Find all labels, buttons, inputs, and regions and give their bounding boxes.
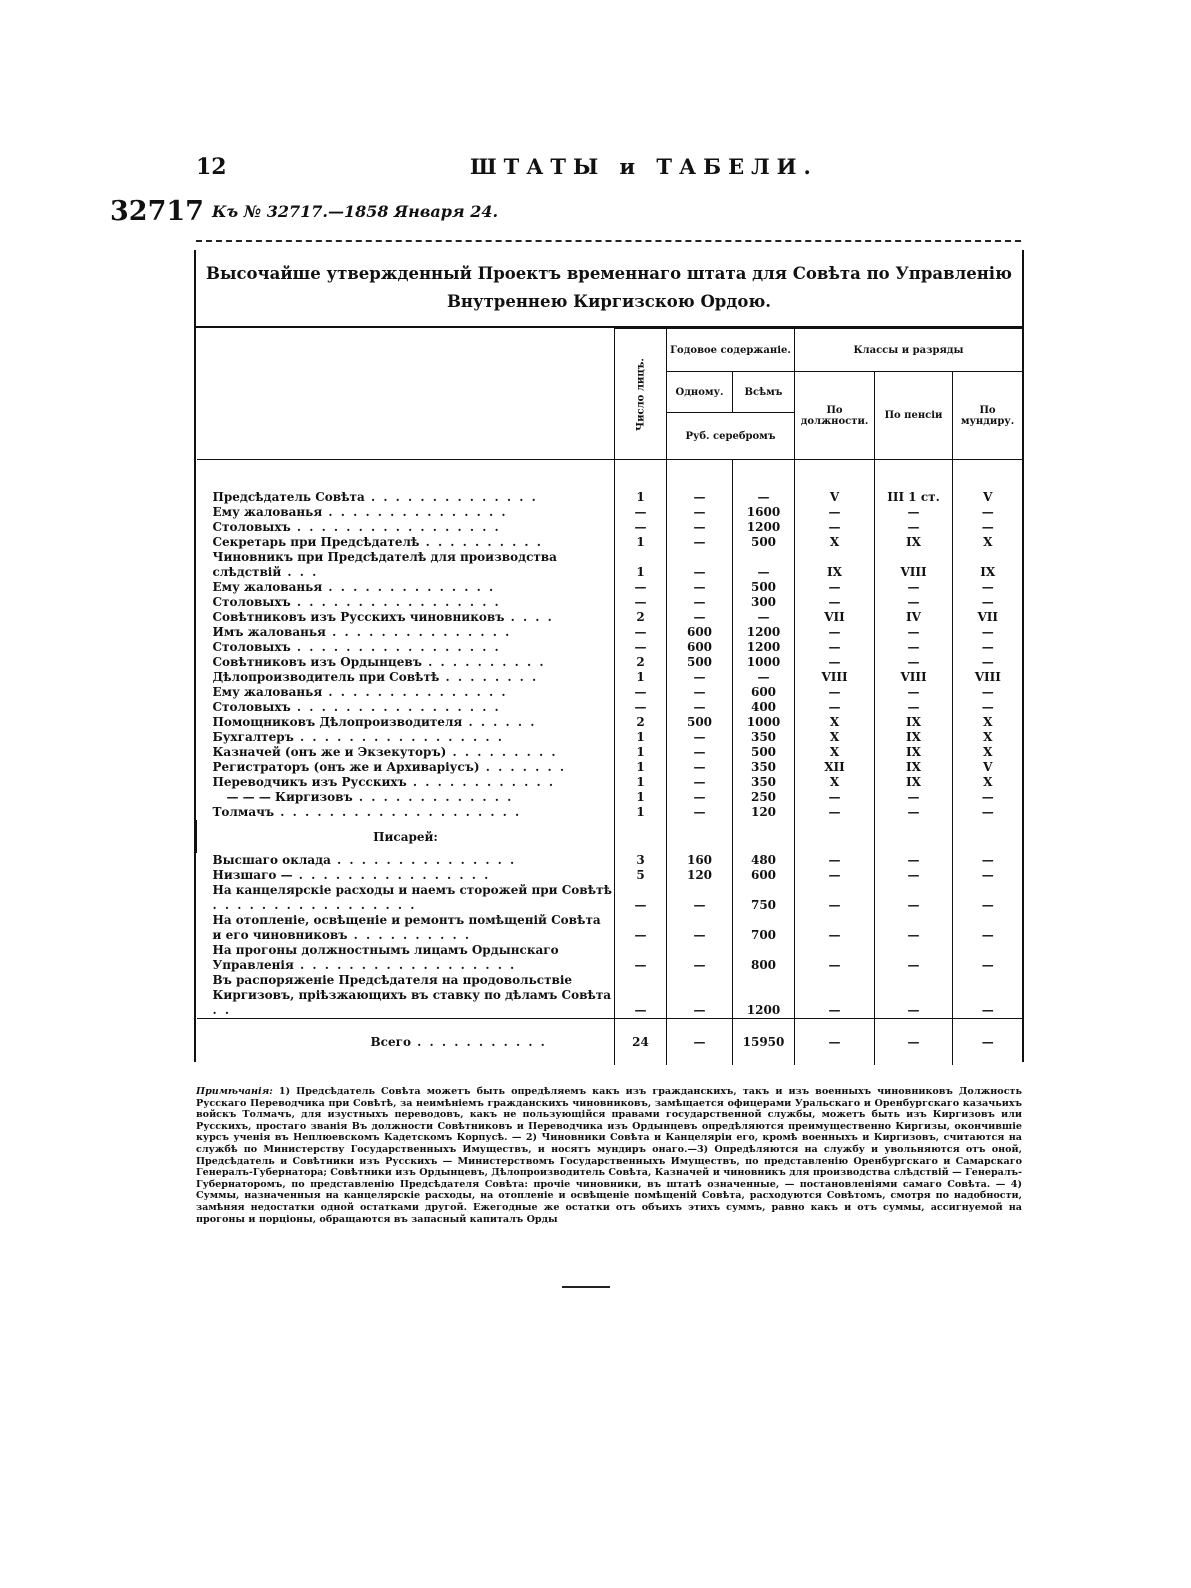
cell-all: 700	[733, 913, 795, 943]
table-row: Совѣтниковъ изъ Ордынцевъ . . . . . . . . . . 2 500 1000 — — —	[197, 655, 1023, 670]
cell-uniform: —	[953, 973, 1023, 1019]
cell-all: —	[733, 550, 795, 580]
dashed-separator	[196, 240, 1021, 242]
cell-pension: IX	[875, 745, 953, 760]
cell-position: —	[795, 883, 875, 913]
cell-pension: —	[875, 790, 953, 805]
cell-pension: IX	[875, 760, 953, 775]
cell-pension: —	[875, 625, 953, 640]
cell-pension: IX	[875, 535, 953, 550]
cell-position: VIII	[795, 670, 875, 685]
cell-count: 1	[615, 550, 667, 580]
header-salary: Годовое содержаніе.	[667, 329, 795, 372]
cell-all: 750	[733, 883, 795, 913]
total-one: —	[667, 1019, 733, 1066]
cell-all: 500	[733, 535, 795, 550]
cell-one: —	[667, 580, 733, 595]
cell-all: 1200	[733, 640, 795, 655]
cell-position: —	[795, 625, 875, 640]
table-row: На прогоны должностнымъ лицамъ Ордынскаго Управленія . . . . . . . . . . . . . . . . . . — — 800 — — —	[197, 943, 1023, 973]
cell-uniform: X	[953, 535, 1023, 550]
cell-one: —	[667, 943, 733, 973]
header-blank	[197, 329, 615, 460]
table-row: На отопленіе, освѣщеніе и ремонтъ помѣщеній Совѣта и его чиновниковъ . . . . . . . . . . — — 700 — — —	[197, 913, 1023, 943]
cell-all: 300	[733, 595, 795, 610]
cell-position: V	[795, 490, 875, 505]
header-classes: Классы и разряды	[795, 329, 1023, 372]
row-name: Секретарь при Предсѣдателѣ	[212, 535, 420, 549]
table-row: Высшаго оклада . . . . . . . . . . . . . . . 3 160 480 — — —	[197, 853, 1023, 868]
total-row: Всего . . . . . . . . . . . 24 — 15950 — — —	[197, 1019, 1023, 1066]
row-name: Въ распоряженіе Предсѣдателя на продовольствіе Киргизовъ, пріѣзжающихъ въ ставку по дѣламъ Совѣта	[212, 973, 612, 1002]
cell-position: X	[795, 715, 875, 730]
row-name: Совѣтниковъ изъ Ордынцевъ	[212, 655, 422, 669]
cell-uniform: —	[953, 700, 1023, 715]
cell-one: 500	[667, 655, 733, 670]
cell-position: —	[795, 700, 875, 715]
row-name: Ему жалованья	[212, 505, 323, 519]
cell-all: 1200	[733, 625, 795, 640]
cell-one: 500	[667, 715, 733, 730]
cell-position: —	[795, 595, 875, 610]
cell-all: 250	[733, 790, 795, 805]
cell-pension: VIII	[875, 550, 953, 580]
notes	[196, 1086, 1022, 1225]
cell-count: 2	[615, 715, 667, 730]
end-rule	[562, 1286, 610, 1288]
cell-all: 120	[733, 805, 795, 820]
table-row: Толмачъ . . . . . . . . . . . . . . . . . . . . 1 — 120 — — —	[197, 805, 1023, 820]
row-name: Низшаго —	[212, 868, 293, 882]
table-row: Столовыхъ . . . . . . . . . . . . . . . . . — — 1200 — — —	[197, 520, 1023, 535]
table-row: Въ распоряженіе Предсѣдателя на продовольствіе Киргизовъ, пріѣзжающихъ въ ставку по дѣламъ Совѣта . . — — 1200 — — —	[197, 973, 1023, 1019]
cell-uniform: —	[953, 595, 1023, 610]
cell-count: 1	[615, 775, 667, 790]
cell-position: —	[795, 913, 875, 943]
row-name: Переводчикъ изъ Русскихъ	[212, 775, 407, 789]
cell-position: —	[795, 685, 875, 700]
header-by-uniform: По мундиру.	[953, 372, 1023, 460]
table-row: Столовыхъ . . . . . . . . . . . . . . . . . — 600 1200 — — —	[197, 640, 1023, 655]
cell-position: X	[795, 745, 875, 760]
cell-one: 600	[667, 640, 733, 655]
cell-position: X	[795, 775, 875, 790]
cell-all: 500	[733, 580, 795, 595]
cell-one: —	[667, 550, 733, 580]
cell-pension: —	[875, 868, 953, 883]
cell-one: —	[667, 490, 733, 505]
row-name: Ему жалованья	[212, 685, 323, 699]
cell-position: —	[795, 505, 875, 520]
table-row: Ему жалованья . . . . . . . . . . . . . . . — — 1600 — — —	[197, 505, 1023, 520]
cell-uniform: —	[953, 790, 1023, 805]
cell-uniform: VII	[953, 610, 1023, 625]
cell-uniform: —	[953, 913, 1023, 943]
cell-uniform: —	[953, 883, 1023, 913]
cell-count: 2	[615, 655, 667, 670]
notes-text: 1) Предсѣдатель Совѣта можетъ быть опредѣляемъ какъ изъ гражданскихъ, такъ и изъ военныхъ чиновниковъ Должность Русскаго Переводчика при Совѣтѣ, за неимѣніемъ гражданскихъ чиновниковъ, замѣщается офицерами Уральскаго и Оренбургскаго казачьихъ войскъ Толмачъ, для изустныхъ переводовъ, какъ не пользующійся правами государственной службы, можетъ быть изъ Киргизовъ или Русскихъ, простаго званія Въ должности Совѣтниковъ и Переводчика изъ Ордынцевъ опредѣляются преимущественно Киргизы, окончившіе курсъ ученія въ Неплюевскомъ Кадетскомъ Корпусѣ. — 2) Чиновники Совѣта и Канцеляріи его, кромѣ военныхъ и Киргизовъ, считаются на службѣ по Министерству Государственныхъ Имуществъ, и носятъ мундиръ онаго.—3) Опредѣляются на службу и увольняются отъ оной, Предсѣдатель и Совѣтники изъ Русскихъ — Министерствомъ Государственныхъ Имуществъ, по представленію Оренбургскаго и Самарскаго Генералъ-Губернатора; Совѣтники изъ Ордынцевъ, Дѣлопроизводитель Совѣта, Казначей и чиновникъ для производства слѣдствій — Генералъ-Губернаторомъ, по представленію Предсѣдателя Совѣта: прочіе чиновники, въ штатѣ означенные, — постановленіями самаго Совѣта. — 4) Суммы, назначенныя на канцелярскіе расходы, на отопленіе и освѣщеніе помѣщеній Совѣта, расходуются Совѣтомъ, смотря по надобности, замѣняя недостатки одной остатками другой. Ежегодные же остатки отъ объихъ этихъ суммъ, равно какъ и отъ суммы, ассигнуемой на прогоны и порціоны, обращаются въ запасный капиталъ Орды	[196, 1086, 1022, 1225]
table-row: Дѣлопроизводитель при Совѣтѣ . . . . . . . . 1 — — VIII VIII VIII	[197, 670, 1023, 685]
cell-all: 800	[733, 943, 795, 973]
cell-position: XII	[795, 760, 875, 775]
cell-position: —	[795, 868, 875, 883]
cell-position: —	[795, 580, 875, 595]
table-row: Совѣтниковъ изъ Русскихъ чиновниковъ . . . . 2 — — VII IV VII	[197, 610, 1023, 625]
table-row: Бухгалтеръ . . . . . . . . . . . . . . . . . 1 — 350 X IX X	[197, 730, 1023, 745]
cell-pension: —	[875, 973, 953, 1019]
header-count: Число лицъ.	[615, 329, 667, 460]
cell-uniform: —	[953, 625, 1023, 640]
cell-count: —	[615, 580, 667, 595]
cell-all: —	[733, 670, 795, 685]
row-name: Бухгалтеръ	[212, 730, 294, 744]
cell-one: —	[667, 805, 733, 820]
cell-count: —	[615, 625, 667, 640]
cell-count: —	[615, 595, 667, 610]
cell-pension: —	[875, 805, 953, 820]
row-name: Столовыхъ	[212, 700, 291, 714]
cell-count: —	[615, 943, 667, 973]
cell-pension: —	[875, 913, 953, 943]
cell-all: 350	[733, 730, 795, 745]
cell-pension: VIII	[875, 670, 953, 685]
cell-uniform: —	[953, 853, 1023, 868]
cell-uniform: X	[953, 715, 1023, 730]
cell-count: —	[615, 700, 667, 715]
cell-all: 1200	[733, 520, 795, 535]
header-by-position: По должности.	[795, 372, 875, 460]
cell-uniform: —	[953, 943, 1023, 973]
spacer-row	[197, 460, 1023, 491]
cell-one: —	[667, 775, 733, 790]
cell-one: 600	[667, 625, 733, 640]
table-row: Регистраторъ (онъ же и Архиваріусъ) . . . . . . . 1 — 350 XII IX V	[197, 760, 1023, 775]
cell-uniform: —	[953, 505, 1023, 520]
cell-uniform: —	[953, 868, 1023, 883]
cell-pension: IV	[875, 610, 953, 625]
table-row: Секретарь при Предсѣдателѣ . . . . . . . . . . 1 — 500 X IX X	[197, 535, 1023, 550]
cell-all: 1200	[733, 973, 795, 1019]
row-name: Столовыхъ	[212, 520, 291, 534]
cell-one: —	[667, 505, 733, 520]
cell-pension: —	[875, 883, 953, 913]
cell-one: —	[667, 520, 733, 535]
total-position: —	[795, 1019, 875, 1066]
row-name: Имъ жалованья	[212, 625, 326, 639]
cell-all: 1000	[733, 715, 795, 730]
cell-pension: —	[875, 700, 953, 715]
cell-count: —	[615, 883, 667, 913]
document-title: Высочайше утвержденный Проектъ временнаго штата для Совѣта по Управленію Внутреннею Киргизскою Ордою.	[206, 264, 1012, 311]
header-per-person: Одному.	[667, 372, 733, 413]
total-pension: —	[875, 1019, 953, 1066]
cell-position: VII	[795, 610, 875, 625]
cell-count: 2	[615, 610, 667, 625]
cell-one: —	[667, 745, 733, 760]
table-row: Казначей (онъ же и Экзекуторъ) . . . . . . . . . 1 — 500 X IX X	[197, 745, 1023, 760]
cell-all: 400	[733, 700, 795, 715]
cell-count: 1	[615, 805, 667, 820]
cell-count: 1	[615, 490, 667, 505]
cell-pension: IX	[875, 715, 953, 730]
row-name: Толмачъ	[212, 805, 275, 819]
cell-pension: IX	[875, 730, 953, 745]
row-name: Регистраторъ (онъ же и Архиваріусъ)	[212, 760, 480, 774]
cell-count: 3	[615, 853, 667, 868]
cell-uniform: —	[953, 685, 1023, 700]
cell-count: —	[615, 913, 667, 943]
cell-all: 1000	[733, 655, 795, 670]
cell-one: —	[667, 913, 733, 943]
header-currency: Руб. серебромъ	[667, 413, 795, 460]
table-row: Помощниковъ Дѣлопроизводителя . . . . . . 2 500 1000 X IX X	[197, 715, 1023, 730]
cell-uniform: VIII	[953, 670, 1023, 685]
notes-label: Примѣчанія:	[196, 1086, 273, 1097]
row-name: Ему жалованья	[212, 580, 323, 594]
cell-position: IX	[795, 550, 875, 580]
row-name: — — — Киргизовъ	[226, 790, 353, 804]
scribes-heading: Писарей:	[197, 820, 615, 853]
cell-all: 350	[733, 775, 795, 790]
row-name: На отопленіе, освѣщеніе и ремонтъ помѣщеній Совѣта и его чиновниковъ	[212, 913, 601, 942]
table-row: Столовыхъ . . . . . . . . . . . . . . . . . — — 400 — — —	[197, 700, 1023, 715]
cell-all: 350	[733, 760, 795, 775]
page-number: 12	[196, 154, 227, 180]
cell-count: 5	[615, 868, 667, 883]
cell-one: 120	[667, 868, 733, 883]
cell-uniform: V	[953, 490, 1023, 505]
cell-all: 600	[733, 685, 795, 700]
cell-pension: —	[875, 655, 953, 670]
cell-one: 160	[667, 853, 733, 868]
total-label: Всего	[370, 1034, 411, 1049]
cell-uniform: —	[953, 520, 1023, 535]
table-row: Предсѣдатель Совѣта . . . . . . . . . . . . . . 1 — — V III 1 ст. V	[197, 490, 1023, 505]
cell-one: —	[667, 610, 733, 625]
total-count: 24	[615, 1019, 667, 1066]
table-row: — — — Киргизовъ . . . . . . . . . . . . . 1 — 250 — — —	[197, 790, 1023, 805]
cell-pension: —	[875, 853, 953, 868]
row-name: Чиновникъ при Предсѣдателѣ для производства слѣдствій	[212, 550, 557, 579]
row-name: Совѣтниковъ изъ Русскихъ чиновниковъ	[212, 610, 505, 624]
cell-one: —	[667, 883, 733, 913]
header-by-pension: По пенсіи	[875, 372, 953, 460]
cell-one: —	[667, 730, 733, 745]
law-number: 32717	[110, 196, 204, 227]
cell-all: 480	[733, 853, 795, 868]
row-name: Столовыхъ	[212, 640, 291, 654]
cell-uniform: IX	[953, 550, 1023, 580]
scribes-heading-row	[197, 820, 1023, 853]
cell-pension: III 1 ст.	[875, 490, 953, 505]
cell-one: —	[667, 790, 733, 805]
cell-one: —	[667, 595, 733, 610]
cell-uniform: X	[953, 730, 1023, 745]
cell-count: —	[615, 640, 667, 655]
cell-count: 1	[615, 745, 667, 760]
table-row: Имъ жалованья . . . . . . . . . . . . . . . — 600 1200 — — —	[197, 625, 1023, 640]
cell-all: 1600	[733, 505, 795, 520]
cell-pension: —	[875, 580, 953, 595]
cell-all: 600	[733, 868, 795, 883]
row-name: Столовыхъ	[212, 595, 291, 609]
cell-position: —	[795, 655, 875, 670]
cell-pension: —	[875, 943, 953, 973]
table-row: Низшаго — . . . . . . . . . . . . . . . . 5 120 600 — — —	[197, 868, 1023, 883]
cell-count: —	[615, 973, 667, 1019]
table-row: Ему жалованья . . . . . . . . . . . . . . . — — 600 — — —	[197, 685, 1023, 700]
table-row: Столовыхъ . . . . . . . . . . . . . . . . . — — 300 — — —	[197, 595, 1023, 610]
cell-pension: IX	[875, 775, 953, 790]
cell-one: —	[667, 973, 733, 1019]
cell-uniform: —	[953, 805, 1023, 820]
law-reference: Къ № 32717.—1858 Января 24.	[212, 202, 499, 221]
cell-pension: —	[875, 595, 953, 610]
row-name: Предсѣдатель Совѣта	[212, 490, 365, 504]
row-name: Казначей (онъ же и Экзекуторъ)	[212, 745, 447, 759]
cell-count: 1	[615, 730, 667, 745]
cell-count: —	[615, 520, 667, 535]
row-name: На прогоны должностнымъ лицамъ Ордынскаго Управленія	[212, 943, 559, 972]
cell-position: —	[795, 943, 875, 973]
cell-one: —	[667, 685, 733, 700]
cell-position: —	[795, 790, 875, 805]
cell-position: —	[795, 973, 875, 1019]
cell-pension: —	[875, 685, 953, 700]
cell-count: 1	[615, 670, 667, 685]
cell-uniform: V	[953, 760, 1023, 775]
table-row: Чиновникъ при Предсѣдателѣ для производства слѣдствій . . . 1 — — IX VIII IX	[197, 550, 1023, 580]
cell-uniform: —	[953, 580, 1023, 595]
total-uniform: —	[953, 1019, 1023, 1066]
table-row: Переводчикъ изъ Русскихъ . . . . . . . . . . . . 1 — 350 X IX X	[197, 775, 1023, 790]
cell-position: X	[795, 730, 875, 745]
row-name: Высшаго оклада	[212, 853, 331, 867]
cell-one: —	[667, 670, 733, 685]
cell-one: —	[667, 760, 733, 775]
cell-pension: —	[875, 520, 953, 535]
cell-count: —	[615, 505, 667, 520]
cell-all: —	[733, 610, 795, 625]
running-title: ШТАТЫ и ТАБЕЛИ.	[470, 154, 818, 179]
cell-count: —	[615, 685, 667, 700]
cell-pension: —	[875, 505, 953, 520]
cell-all: 500	[733, 745, 795, 760]
cell-count: 1	[615, 535, 667, 550]
cell-one: —	[667, 535, 733, 550]
row-name: На канцелярскіе расходы и наемъ сторожей при Совѣтѣ	[212, 883, 612, 897]
cell-pension: —	[875, 640, 953, 655]
header-all: Всѣмъ	[733, 372, 795, 413]
cell-all: —	[733, 490, 795, 505]
cell-uniform: X	[953, 745, 1023, 760]
cell-one: —	[667, 700, 733, 715]
staff-table	[196, 328, 1023, 1065]
cell-uniform: —	[953, 655, 1023, 670]
staff-document	[194, 250, 1024, 1062]
cell-position: X	[795, 535, 875, 550]
row-name: Дѣлопроизводитель при Совѣтѣ	[212, 670, 440, 684]
cell-count: 1	[615, 790, 667, 805]
total-all: 15950	[733, 1019, 795, 1066]
table-row: Ему жалованья . . . . . . . . . . . . . . — — 500 — — —	[197, 580, 1023, 595]
cell-count: 1	[615, 760, 667, 775]
cell-position: —	[795, 853, 875, 868]
cell-uniform: —	[953, 640, 1023, 655]
table-row: На канцелярскіе расходы и наемъ сторожей при Совѣтѣ . . . . . . . . . . . . . . . . . — — 750 — — —	[197, 883, 1023, 913]
cell-position: —	[795, 805, 875, 820]
cell-position: —	[795, 640, 875, 655]
row-name: Помощниковъ Дѣлопроизводителя	[212, 715, 463, 729]
cell-position: —	[795, 520, 875, 535]
cell-uniform: X	[953, 775, 1023, 790]
